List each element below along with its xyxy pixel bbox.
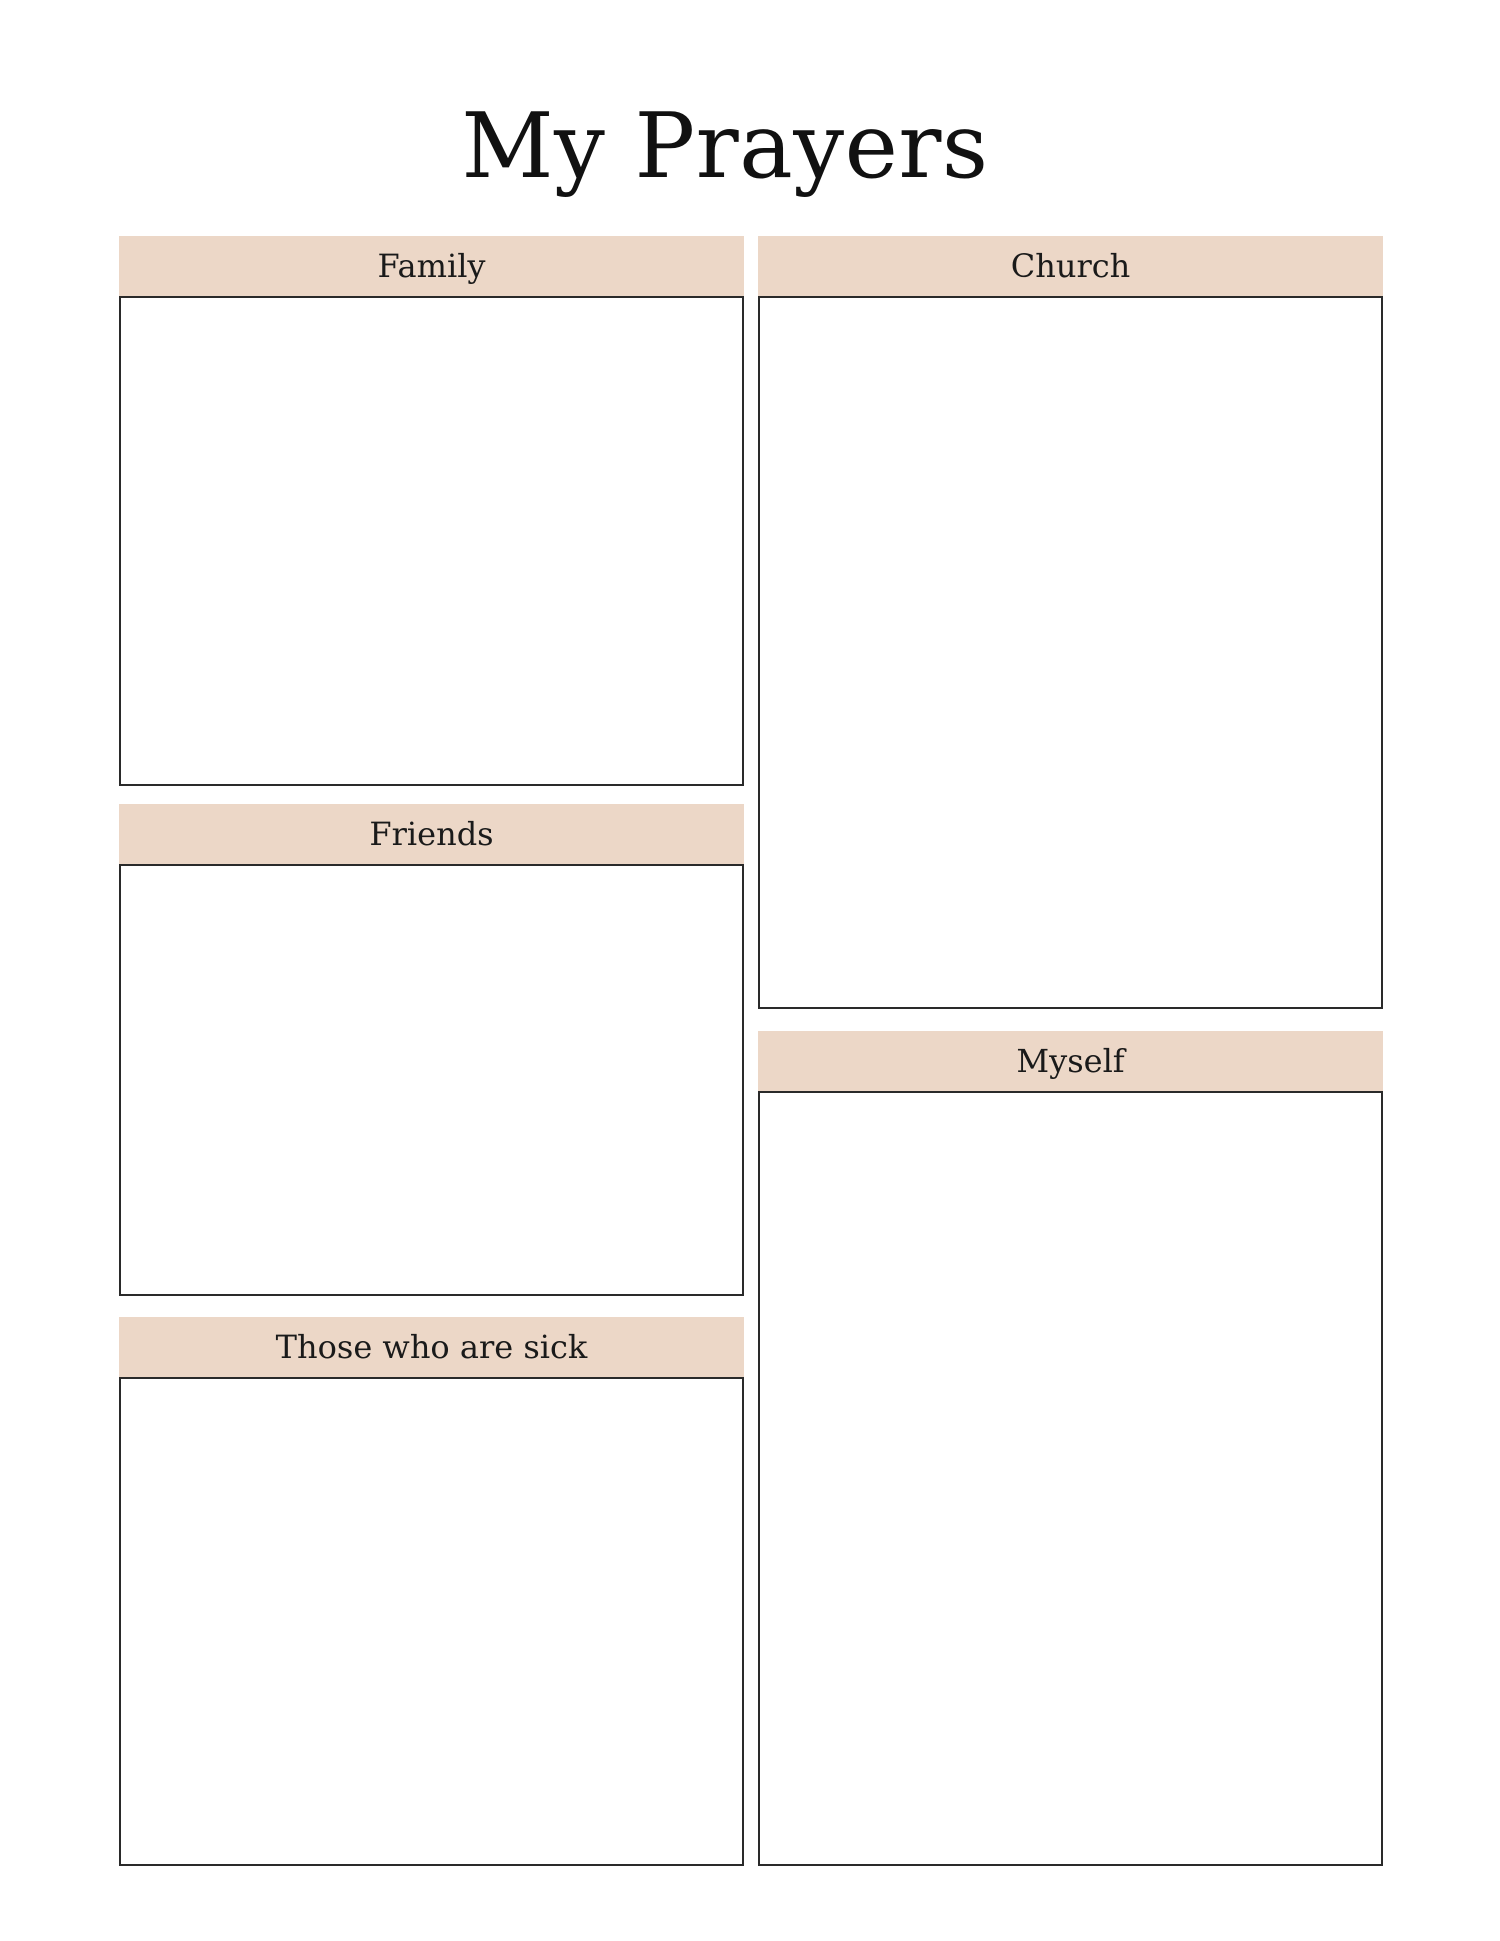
section-church bbox=[758, 236, 1383, 1009]
section-those-who-are-sick bbox=[119, 1317, 744, 1866]
page-title: My Prayers bbox=[461, 94, 989, 199]
writing-area-those-who-are-sick[interactable] bbox=[119, 1377, 744, 1866]
section-header-church: Church bbox=[758, 236, 1383, 296]
section-header-myself: Myself bbox=[758, 1031, 1383, 1091]
section-header-family: Family bbox=[119, 236, 744, 296]
writing-area-myself[interactable] bbox=[758, 1091, 1383, 1866]
section-myself bbox=[758, 1031, 1383, 1866]
writing-area-family[interactable] bbox=[119, 296, 744, 786]
writing-area-friends[interactable] bbox=[119, 864, 744, 1296]
section-header-those-who-are-sick: Those who are sick bbox=[119, 1317, 744, 1377]
section-friends bbox=[119, 804, 744, 1296]
section-header-friends: Friends bbox=[119, 804, 744, 864]
section-family bbox=[119, 236, 744, 786]
writing-area-church[interactable] bbox=[758, 296, 1383, 1009]
